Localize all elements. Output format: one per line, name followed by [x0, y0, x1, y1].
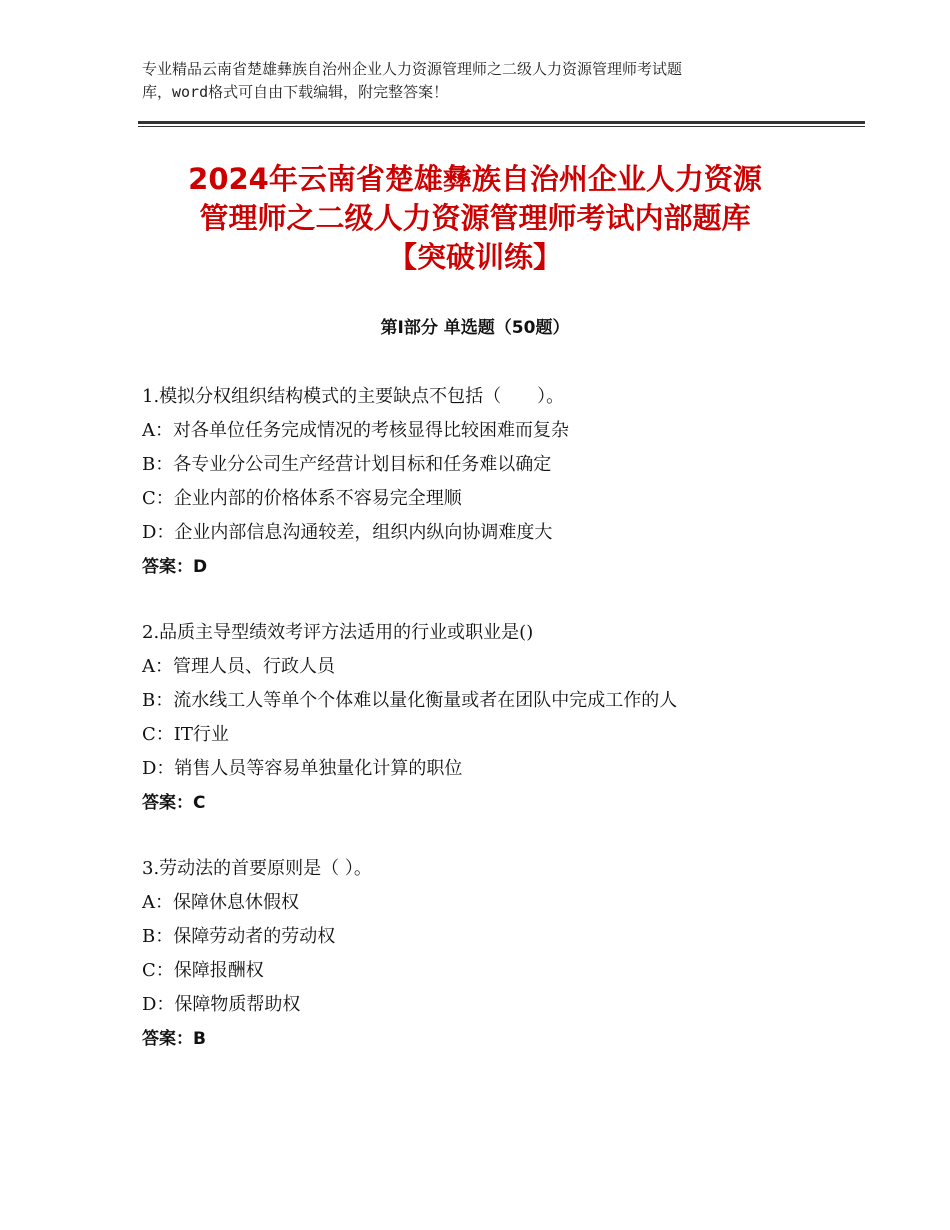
- option-d: D：销售人员等容易单独量化计算的职位: [142, 758, 463, 779]
- header-divider-thin: [138, 126, 865, 127]
- question-3: [142, 852, 842, 1056]
- header-note-line-1: 专业精品云南省楚雄彝族自治州企业人力资源管理师之二级人力资源管理师考试题: [142, 60, 683, 78]
- document-title-line-2: 管理师之二级人力资源管理师考试内部题库: [199, 201, 751, 235]
- question-stem: 3.劳动法的首要原则是（ ）。: [142, 858, 372, 879]
- option-d: D：保障物质帮助权: [142, 994, 301, 1015]
- option-a: A：保障休息休假权: [142, 892, 299, 913]
- section-heading: 第Ⅰ部分 单选题（50题）: [380, 318, 570, 338]
- question-stem: 1.模拟分权组织结构模式的主要缺点不包括（ ）。: [142, 386, 565, 407]
- answer-label: 答案：B: [142, 1029, 206, 1049]
- answer-label: 答案：D: [142, 557, 208, 577]
- question-list: [142, 380, 842, 1088]
- option-b: B：各专业分公司生产经营计划目标和任务难以确定: [142, 454, 552, 475]
- question-2: [142, 616, 842, 820]
- option-c: C：IT行业: [142, 724, 229, 745]
- document-title-line-3: 【突破训练】: [387, 240, 562, 274]
- option-c: C：企业内部的价格体系不容易完全理顺: [142, 488, 462, 509]
- header-note: [142, 58, 832, 104]
- option-b: B：流水线工人等单个个体难以量化衡量或者在团队中完成工作的人: [142, 690, 678, 711]
- header-note-line-2: 库，word格式可自由下载编辑，附完整答案！: [142, 83, 449, 101]
- question-stem: 2.品质主导型绩效考评方法适用的行业或职业是(): [142, 622, 534, 643]
- option-a: A：对各单位任务完成情况的考核显得比较困难而复杂: [142, 420, 569, 441]
- document-title: [120, 160, 830, 277]
- question-1: [142, 380, 842, 584]
- header-divider-thick: [138, 121, 865, 124]
- option-c: C：保障报酬权: [142, 960, 264, 981]
- option-b: B：保障劳动者的劳动权: [142, 926, 336, 947]
- answer-label: 答案：C: [142, 793, 206, 813]
- option-a: A：管理人员、行政人员: [142, 656, 335, 677]
- option-d: D：企业内部信息沟通较差，组织内纵向协调难度大: [142, 522, 553, 543]
- document-title-line-1: 2024年云南省楚雄彝族自治州企业人力资源: [188, 162, 762, 196]
